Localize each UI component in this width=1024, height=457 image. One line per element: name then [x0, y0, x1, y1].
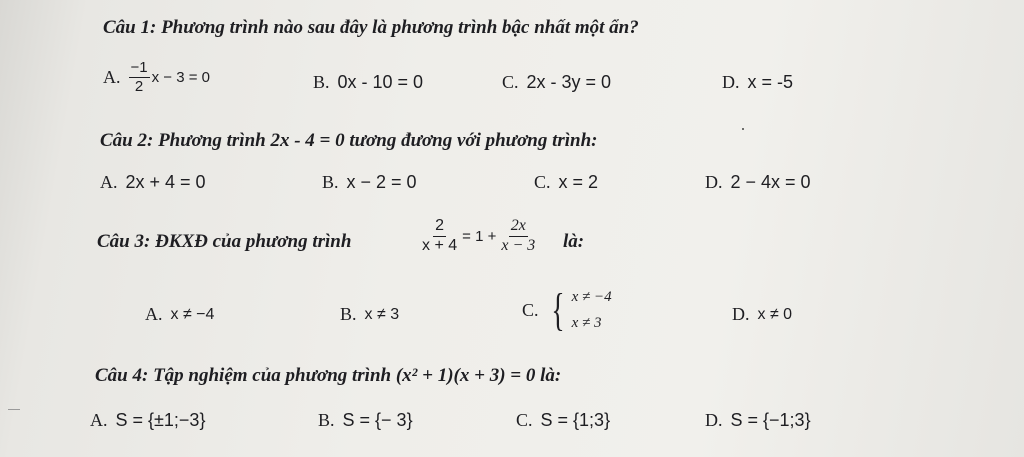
brace-icon: { — [550, 284, 565, 335]
system-row-1: x ≠ −4 — [571, 289, 612, 305]
system-rows — [572, 284, 612, 336]
q1-option-b[interactable] — [313, 72, 423, 93]
q3-equation — [420, 218, 537, 255]
option-label: B. — [340, 304, 357, 324]
question-3-title-end: là: — [563, 231, 585, 252]
option-label: C. — [516, 410, 533, 430]
option-text: 2x + 4 = 0 — [125, 172, 206, 192]
title-equation: (x² + 1)(x + 3) = 0 — [395, 365, 536, 386]
q1-option-a[interactable] — [103, 60, 210, 95]
option-text: 0x - 10 = 0 — [337, 72, 424, 92]
option-text: x − 2 = 0 — [346, 172, 417, 192]
fraction — [129, 60, 150, 95]
fraction-denominator: x + 4 — [422, 236, 458, 254]
option-text: x ≠ 0 — [757, 305, 793, 323]
option-text: x ≠ 3 — [364, 305, 400, 323]
q3-option-b[interactable] — [340, 304, 399, 325]
option-label: A. — [90, 410, 108, 430]
title-text: Câu 4: Tập nghiệm của phương trình — [95, 365, 396, 386]
q2-option-b[interactable] — [322, 172, 417, 193]
option-label: D. — [705, 172, 723, 192]
option-label: A. — [145, 304, 163, 324]
fraction — [420, 218, 459, 255]
fraction — [499, 218, 537, 255]
question-2-title — [100, 130, 598, 152]
question-1-title: Câu 1: Phương trình nào sau đây là phương trình bậc nhất một ẩn? — [103, 17, 639, 38]
q4-option-c[interactable] — [516, 410, 610, 431]
option-label: C. — [522, 299, 539, 320]
option-label: B. — [318, 410, 335, 430]
q3-option-c[interactable] — [522, 284, 612, 336]
option-text: S = {1;3} — [540, 410, 611, 430]
q2-option-c[interactable] — [534, 172, 598, 193]
option-label: D. — [732, 304, 750, 324]
equation-middle: = 1 + — [462, 227, 497, 245]
option-label: C. — [534, 172, 551, 192]
fraction-denominator: x − 3 — [501, 236, 536, 254]
title-text: là: — [535, 365, 562, 386]
q4-option-a[interactable] — [90, 410, 205, 431]
option-label: C. — [502, 72, 519, 92]
q1-option-d[interactable] — [722, 72, 793, 93]
q2-option-a[interactable] — [100, 172, 206, 193]
option-label: A. — [103, 66, 121, 87]
paper-speck — [742, 128, 744, 130]
fraction-numerator: 2x — [509, 218, 528, 237]
title-equation: 2x - 4 = 0 — [270, 130, 345, 151]
title-text: tương đương với phương trình: — [344, 130, 598, 151]
option-text: 2 − 4x = 0 — [730, 172, 811, 192]
q3-option-d[interactable] — [732, 304, 792, 325]
fraction-denominator: 2 — [134, 77, 144, 95]
fraction-numerator: −1 — [130, 59, 148, 76]
option-label: D. — [722, 72, 740, 92]
question-4-title — [95, 365, 561, 387]
option-text: x = 2 — [558, 172, 599, 192]
q4-option-d[interactable] — [705, 410, 811, 431]
option-text: S = {±1;−3} — [115, 410, 206, 430]
option-text: 2x - 3y = 0 — [526, 72, 612, 92]
option-label: D. — [705, 410, 723, 430]
q2-option-d[interactable] — [705, 172, 811, 193]
option-label: B. — [313, 72, 330, 92]
q1-option-c[interactable] — [502, 72, 611, 93]
option-text: x = -5 — [747, 72, 794, 92]
option-text: x − 3 = 0 — [151, 68, 210, 86]
option-label: B. — [322, 172, 339, 192]
fraction-numerator: 2 — [433, 218, 446, 237]
q4-option-b[interactable] — [318, 410, 413, 431]
paper-edge-mark — [8, 409, 20, 410]
option-text: S = {− 3} — [342, 410, 413, 430]
option-text: S = {−1;3} — [730, 410, 811, 430]
question-3-title: Câu 3: ĐKXĐ của phương trình — [97, 231, 352, 252]
system-row-2: x ≠ 3 — [571, 315, 602, 331]
option-text: x ≠ −4 — [170, 305, 215, 323]
option-label: A. — [100, 172, 118, 192]
equation-system — [547, 284, 612, 336]
q3-option-a[interactable] — [145, 304, 214, 325]
title-text: Câu 2: Phương trình — [100, 130, 271, 151]
